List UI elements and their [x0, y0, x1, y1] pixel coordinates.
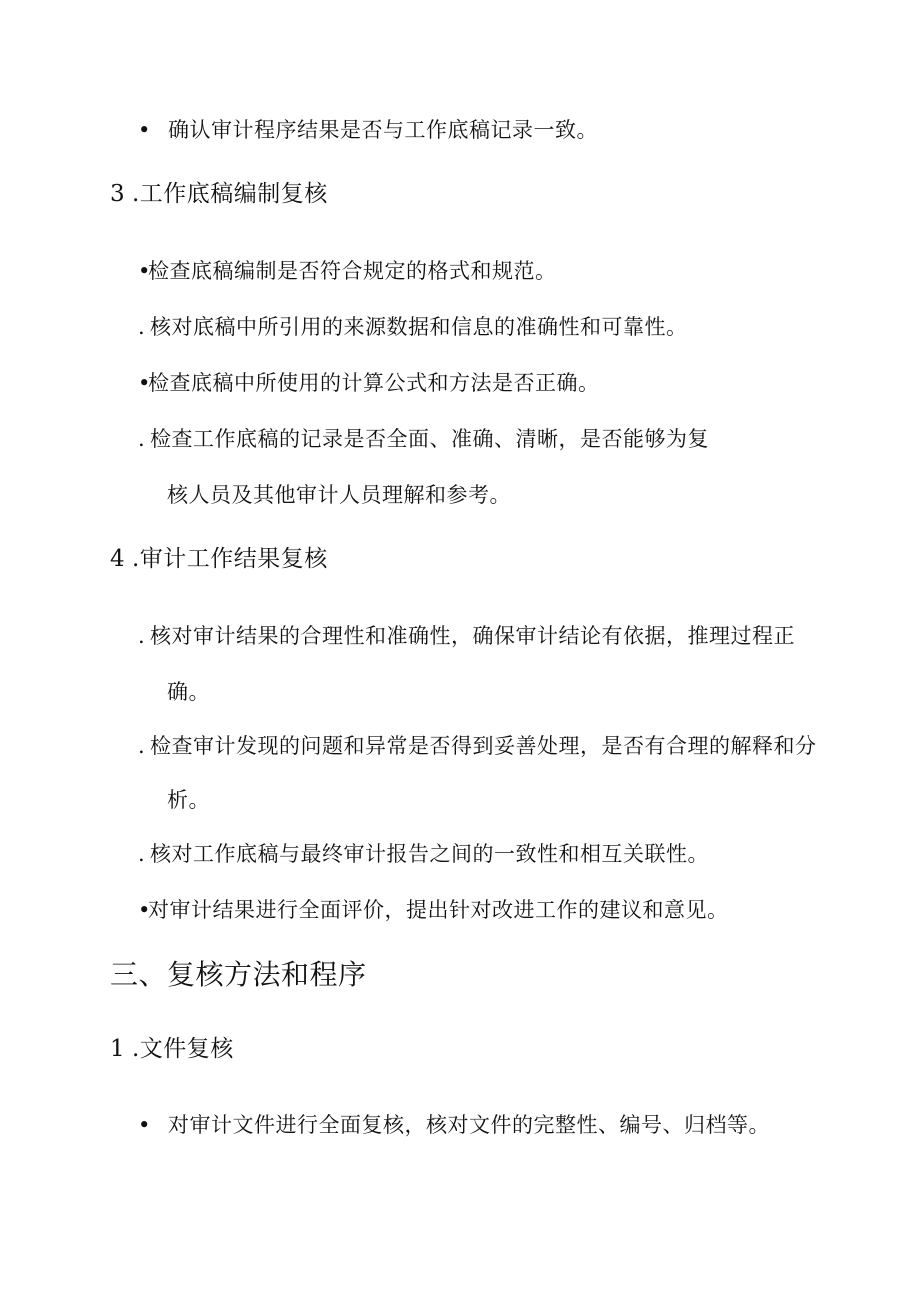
item-text: 检查审计发现的问题和异常是否得到妥善处理，是否有合理的解释和分 [150, 734, 817, 758]
item-continuation [167, 678, 210, 706]
bullet-item [138, 622, 795, 650]
bullet-marker: • [138, 118, 151, 142]
bullet-item [138, 840, 709, 868]
heading-text: .文件复核 [132, 1036, 234, 1062]
bullet-marker: . [138, 624, 146, 648]
item-continuation [167, 786, 210, 814]
bullet-marker: • [138, 371, 151, 395]
item-text: 对审计结果进行全面评价，提出针对改进工作的建议和意见。 [148, 898, 729, 922]
bullet-marker: . [138, 427, 146, 451]
bullet-item [138, 896, 729, 924]
subsection-heading [110, 180, 328, 208]
bullet-marker: . [138, 842, 146, 866]
item-text: 确。 [167, 680, 210, 704]
heading-text: .工作底稿编制复核 [132, 181, 328, 207]
heading-text: .审计工作结果复核 [132, 546, 328, 572]
item-text: 核对审计结果的合理性和准确性，确保审计结论有依据，推理过程正 [150, 624, 795, 648]
bullet-item [138, 313, 688, 341]
bullet-item [138, 425, 709, 453]
item-text: 检查底稿编制是否符合规定的格式和规范。 [148, 259, 557, 283]
bullet-marker: . [138, 315, 146, 339]
subsection-heading [110, 545, 328, 573]
heading-number: 3 [110, 181, 126, 207]
item-text: 确认审计程序结果是否与工作底稿记录一致。 [168, 118, 598, 142]
bullet-item [138, 732, 817, 760]
bullet-item [138, 1111, 770, 1139]
heading-number: 1 [110, 1036, 126, 1062]
subsection-heading [110, 1035, 234, 1063]
item-text: 析。 [167, 788, 210, 812]
item-text: 核对工作底稿与最终审计报告之间的一致性和相互关联性。 [150, 842, 709, 866]
bullet-item [138, 257, 557, 285]
item-continuation [167, 481, 511, 509]
bullet-marker: • [138, 259, 151, 283]
item-text: 检查工作底稿的记录是否全面、准确、清晰，是否能够为复 [150, 427, 709, 451]
item-text: 核对底稿中所引用的来源数据和信息的准确性和可靠性。 [150, 315, 688, 339]
bullet-item [138, 369, 600, 397]
bullet-item [138, 116, 598, 144]
item-text: 检查底稿中所使用的计算公式和方法是否正确。 [148, 371, 600, 395]
heading-number: 4 [110, 546, 126, 572]
bullet-marker: • [138, 1113, 151, 1137]
item-text: 对审计文件进行全面复核，核对文件的完整性、编号、归档等。 [168, 1113, 770, 1137]
item-text: 核人员及其他审计人员理解和参考。 [167, 483, 511, 507]
section-heading [110, 958, 367, 992]
bullet-marker: • [138, 898, 151, 922]
section-heading-text: 三、复核方法和程序 [110, 958, 367, 991]
bullet-marker: . [138, 734, 146, 758]
